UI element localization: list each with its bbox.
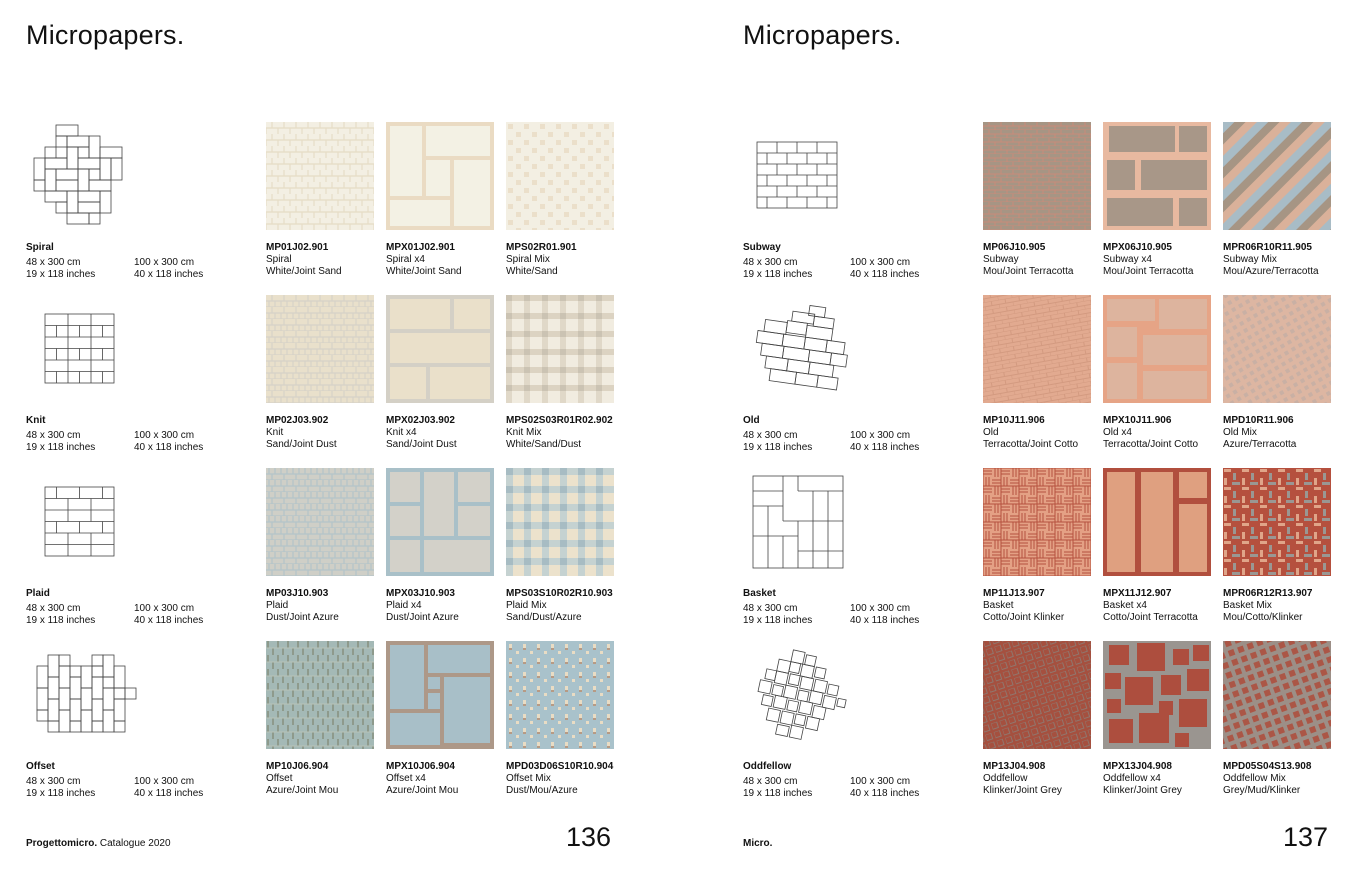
- size-large: 100 x 300 cm 40 x 118 inches: [850, 776, 920, 799]
- swatch-label: MPX13J04.908 Oddfellow x4 Klinker/Joint Grey: [1103, 761, 1182, 796]
- swatch-label: MPX11J12.907 Basket x4 Cotto/Joint Terracotta: [1103, 588, 1198, 623]
- swatch-label: MPS02R01.901 Spiral Mix White/Sand: [506, 242, 577, 277]
- swatch-label: MPX06J10.905 Subway x4 Mou/Joint Terracotta: [1103, 242, 1194, 277]
- size-small: 48 x 300 cm 19 x 118 inches: [743, 603, 813, 626]
- basket-pattern-diagram: [743, 468, 863, 588]
- page-title: Micropapers.: [26, 20, 185, 50]
- swatch-label: MP10J11.906 Old Terracotta/Joint Cotto: [983, 415, 1079, 450]
- swatch-mp01j02[interactable]: [266, 122, 374, 230]
- size-small: 48 x 300 cm 19 x 118 inches: [26, 776, 96, 799]
- page-title: Micropapers.: [743, 20, 902, 50]
- knit-pattern-diagram: [26, 295, 146, 415]
- pattern-name: Old: [743, 415, 760, 426]
- pattern-row-oddfellow: [678, 641, 1356, 814]
- size-large: 100 x 300 cm 40 x 118 inches: [134, 776, 204, 799]
- size-small: 48 x 300 cm 19 x 118 inches: [26, 603, 96, 626]
- catalogue-footer: Progettomicro. Catalogue 2020: [26, 838, 171, 849]
- swatch-label: MPX01J02.901 Spiral x4 White/Joint Sand: [386, 242, 462, 277]
- swatch-mpr06r12r13[interactable]: [1223, 468, 1331, 576]
- brand-footer: Micro.: [743, 838, 773, 849]
- size-small: 48 x 300 cm 19 x 118 inches: [26, 257, 96, 280]
- pattern-row-spiral: [0, 122, 678, 295]
- swatch-label: MPS03S10R02R10.903 Plaid Mix Sand/Dust/Azure: [506, 588, 613, 623]
- swatch-mp03j10[interactable]: [266, 468, 374, 576]
- pattern-name: Spiral: [26, 242, 54, 253]
- swatch-label: MP01J02.901 Spiral White/Joint Sand: [266, 242, 342, 277]
- pattern-row-offset: [0, 641, 678, 814]
- swatch-mps03s10r02r10[interactable]: [506, 468, 614, 576]
- swatch-label: MPX02J03.902 Knit x4 Sand/Joint Dust: [386, 415, 457, 450]
- swatch-label: MPS02S03R01R02.902 Knit Mix White/Sand/Dust: [506, 415, 613, 450]
- pattern-name: Knit: [26, 415, 46, 426]
- oddfellow-pattern-diagram: [743, 641, 863, 761]
- size-large: 100 x 300 cm 40 x 118 inches: [134, 603, 204, 626]
- swatch-mpx10j11[interactable]: [1103, 295, 1211, 403]
- pattern-name: Plaid: [26, 588, 50, 599]
- swatch-mpx11j12[interactable]: [1103, 468, 1211, 576]
- swatch-label: MPX03J10.903 Plaid x4 Dust/Joint Azure: [386, 588, 459, 623]
- spiral-pattern-diagram: [26, 122, 146, 242]
- size-small: 48 x 300 cm 19 x 118 inches: [26, 430, 96, 453]
- size-small: 48 x 300 cm 19 x 118 inches: [743, 257, 813, 280]
- swatch-mpr06r10r11[interactable]: [1223, 122, 1331, 230]
- pattern-row-subway: [678, 122, 1356, 295]
- swatch-mpd03d06s10r10[interactable]: [506, 641, 614, 749]
- swatch-mp02j03[interactable]: [266, 295, 374, 403]
- size-large: 100 x 300 cm 40 x 118 inches: [850, 430, 920, 453]
- subway-pattern-diagram: [743, 122, 863, 242]
- swatch-mp10j06[interactable]: [266, 641, 374, 749]
- pattern-name: Subway: [743, 242, 781, 253]
- swatch-mpx06j10[interactable]: [1103, 122, 1211, 230]
- swatch-label: MP02J03.902 Knit Sand/Joint Dust: [266, 415, 337, 450]
- pattern-name: Offset: [26, 761, 55, 772]
- swatch-label: MP10J06.904 Offset Azure/Joint Mou: [266, 761, 339, 796]
- pattern-name: Basket: [743, 588, 776, 599]
- size-small: 48 x 300 cm 19 x 118 inches: [743, 430, 813, 453]
- swatch-mpx02j03[interactable]: [386, 295, 494, 403]
- swatch-mpx13j04[interactable]: [1103, 641, 1211, 749]
- swatch-mp06j10[interactable]: [983, 122, 1091, 230]
- swatch-label: MPD03D06S10R10.904 Offset Mix Dust/Mou/Azure: [506, 761, 614, 796]
- swatch-label: MPD10R11.906 Old Mix Azure/Terracotta: [1223, 415, 1297, 450]
- swatch-label: MPX10J11.906 Old x4 Terracotta/Joint Cotto: [1103, 415, 1199, 450]
- swatch-mpx03j10[interactable]: [386, 468, 494, 576]
- swatch-label: MPR06R10R11.905 Subway Mix Mou/Azure/Terracotta: [1223, 242, 1319, 277]
- page-number: 136: [566, 822, 612, 852]
- swatch-label: MPR06R12R13.907 Basket Mix Mou/Cotto/Klinker: [1223, 588, 1313, 623]
- catalogue-page-right: [678, 0, 1356, 872]
- swatch-label: MP11J13.907 Basket Cotto/Joint Klinker: [983, 588, 1065, 623]
- size-large: 100 x 300 cm 40 x 118 inches: [134, 257, 204, 280]
- swatch-mp10j11[interactable]: [983, 295, 1091, 403]
- size-large: 100 x 300 cm 40 x 118 inches: [850, 603, 920, 626]
- swatch-mps02r01[interactable]: [506, 122, 614, 230]
- pattern-row-basket: [678, 468, 1356, 641]
- swatch-label: MPX10J06.904 Offset x4 Azure/Joint Mou: [386, 761, 459, 796]
- size-large: 100 x 300 cm 40 x 118 inches: [850, 257, 920, 280]
- swatch-mpx01j02[interactable]: [386, 122, 494, 230]
- pattern-name: Oddfellow: [743, 761, 792, 772]
- old-pattern-diagram: [743, 295, 863, 415]
- pattern-row-old: [678, 295, 1356, 468]
- swatch-label: MP03J10.903 Plaid Dust/Joint Azure: [266, 588, 339, 623]
- swatch-mpd10r11[interactable]: [1223, 295, 1331, 403]
- swatch-mpx10j06[interactable]: [386, 641, 494, 749]
- swatch-label: MP06J10.905 Subway Mou/Joint Terracotta: [983, 242, 1074, 277]
- swatch-mp13j04[interactable]: [983, 641, 1091, 749]
- pattern-row-knit: [0, 295, 678, 468]
- plaid-pattern-diagram: [26, 468, 146, 588]
- pattern-row-plaid: [0, 468, 678, 641]
- swatch-label: MPD05S04S13.908 Oddfellow Mix Grey/Mud/Klinker: [1223, 761, 1312, 796]
- swatch-mps02s03r01r02[interactable]: [506, 295, 614, 403]
- size-small: 48 x 300 cm 19 x 118 inches: [743, 776, 813, 799]
- swatch-mpd05s04s13[interactable]: [1223, 641, 1331, 749]
- swatch-label: MP13J04.908 Oddfellow Klinker/Joint Grey: [983, 761, 1062, 796]
- size-large: 100 x 300 cm 40 x 118 inches: [134, 430, 204, 453]
- page-number: 137: [1283, 822, 1329, 852]
- offset-pattern-diagram: [26, 641, 146, 761]
- swatch-mp11j13[interactable]: [983, 468, 1091, 576]
